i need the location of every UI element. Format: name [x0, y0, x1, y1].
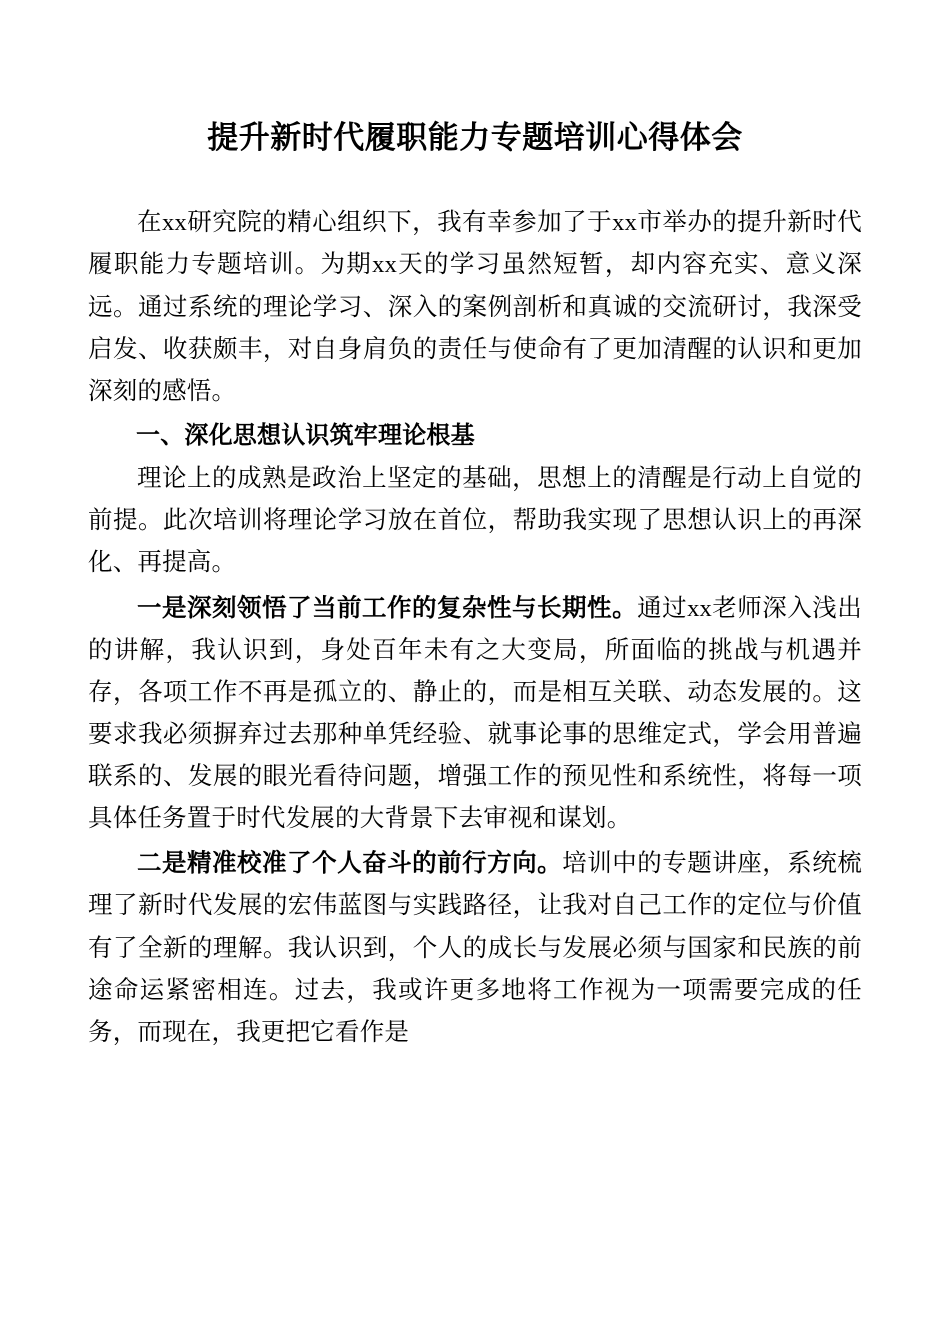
- section-heading-1: 一、深化思想认识筑牢理论根基: [136, 420, 475, 449]
- page-title: 提升新时代履职能力专题培训心得体会: [207, 120, 743, 156]
- point-one-lead: 一是深刻领悟了当前工作的复杂性与长期性。: [137, 592, 638, 622]
- paragraph-point-two: [88, 842, 862, 1054]
- point-one-body: 通过xx老师深入浅出的讲解，我认识到，身处百年未有之大变局，所面临的挑战与机遇并存，各项工作不再是孤立的、静止的，而是相互关联、动态发展的。这要求我必须摒弃过去那种单凭经验、就事论事的思维定式，学会用普遍联系的、发展的眼光看待问题，增强工作的预见性和系统性，将每一项具体任务置于时代发展的大背景下去审视和谋划。: [88, 594, 863, 833]
- paragraph-theory: 理论上的成熟是政治上坚定的基础，思想上的清醒是行动上自觉的前提。此次培训将理论学习放在首位，帮助我实现了思想认识上的再深化、再提高。: [88, 465, 862, 577]
- paragraph-intro: 在xx研究院的精心组织下，我有幸参加了于xx市举办的提升新时代履职能力专题培训。为期xx天的学习虽然短暂，却内容充实、意义深远。通过系统的理论学习、深入的案例剖析和真诚的交流研讨，我深受启发、收获颇丰，对自身肩负的责任与使命有了更加清醒的认识和更加深刻的感悟。: [88, 209, 862, 405]
- point-two-body: 培训中的专题讲座，系统梳理了新时代发展的宏伟蓝图与实践路径，让我对自己工作的定位与价值有了全新的理解。我认识到，个人的成长与发展必须与国家和民族的前途命运紧密相连。过去，我或许更多地将工作视为一项需要完成的任务，而现在，我更把它看作是: [88, 850, 862, 1046]
- point-two-lead: 二是精准校准了个人奋斗的前行方向。: [137, 848, 563, 878]
- paragraph-point-one: [88, 587, 862, 841]
